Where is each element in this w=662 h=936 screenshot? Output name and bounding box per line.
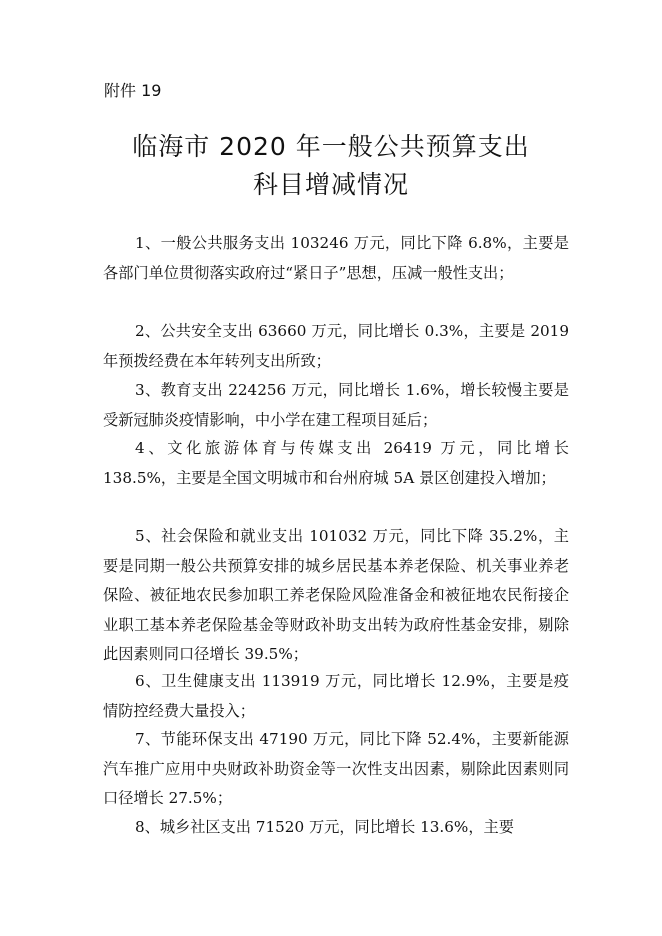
paragraph-urban-rural-community: 8、城乡社区支出 71520 万元，同比增长 13.6%，主要 xyxy=(135,818,514,836)
paragraph-public-security: 2、公共安全支出 63660 万元，同比增长 0.3%，主要是 2019 年预拨经费在本年转列支出所致； xyxy=(103,322,569,370)
paragraph-energy-environment: 7、节能环保支出 47190 万元，同比下降 52.4%，主要新能源汽车推广应用中央财政补助资金等一次性支出因素，剔除此因素则同口径增长 27.5%； xyxy=(103,730,569,807)
paragraph-culture-tourism-sports-media: 4、文化旅游体育与传媒支出 26419 万元，同比增长 138.5%，主要是全国文明城市和台州府城 5A 景区创建投入增加； xyxy=(103,439,569,487)
document-title-line-1: 临海市 2020 年一般公共预算支出 xyxy=(132,132,530,161)
attachment-label: 附件 19 xyxy=(104,81,162,100)
paragraph-health: 6、卫生健康支出 113919 万元，同比增长 12.9%，主要是疫情防控经费大量投入； xyxy=(103,672,569,720)
paragraph-education: 3、教育支出 224256 万元，同比增长 1.6%，增长较慢主要是受新冠肺炎疫情影响，中小学在建工程项目延后； xyxy=(103,381,569,429)
document-title-line-2: 科目增减情况 xyxy=(252,170,409,199)
paragraph-general-public-services: 1、一般公共服务支出 103246 万元，同比下降 6.8%，主要是各部门单位贯彻落实政府过“紧日子”思想，压减一般性支出； xyxy=(103,234,569,282)
paragraph-social-security-employment: 5、社会保险和就业支出 101032 万元，同比下降 35.2%，主要是同期一般公共预算安排的城乡居民基本养老保险、机关事业养老保险、被征地农民参加职工养老保险风险准备金和被征地农民衔接企业职工基本养老保险基金等财政补助支出转为政府性基金安排，剔除此因素则同口径增长 39.5%； xyxy=(103,527,569,663)
